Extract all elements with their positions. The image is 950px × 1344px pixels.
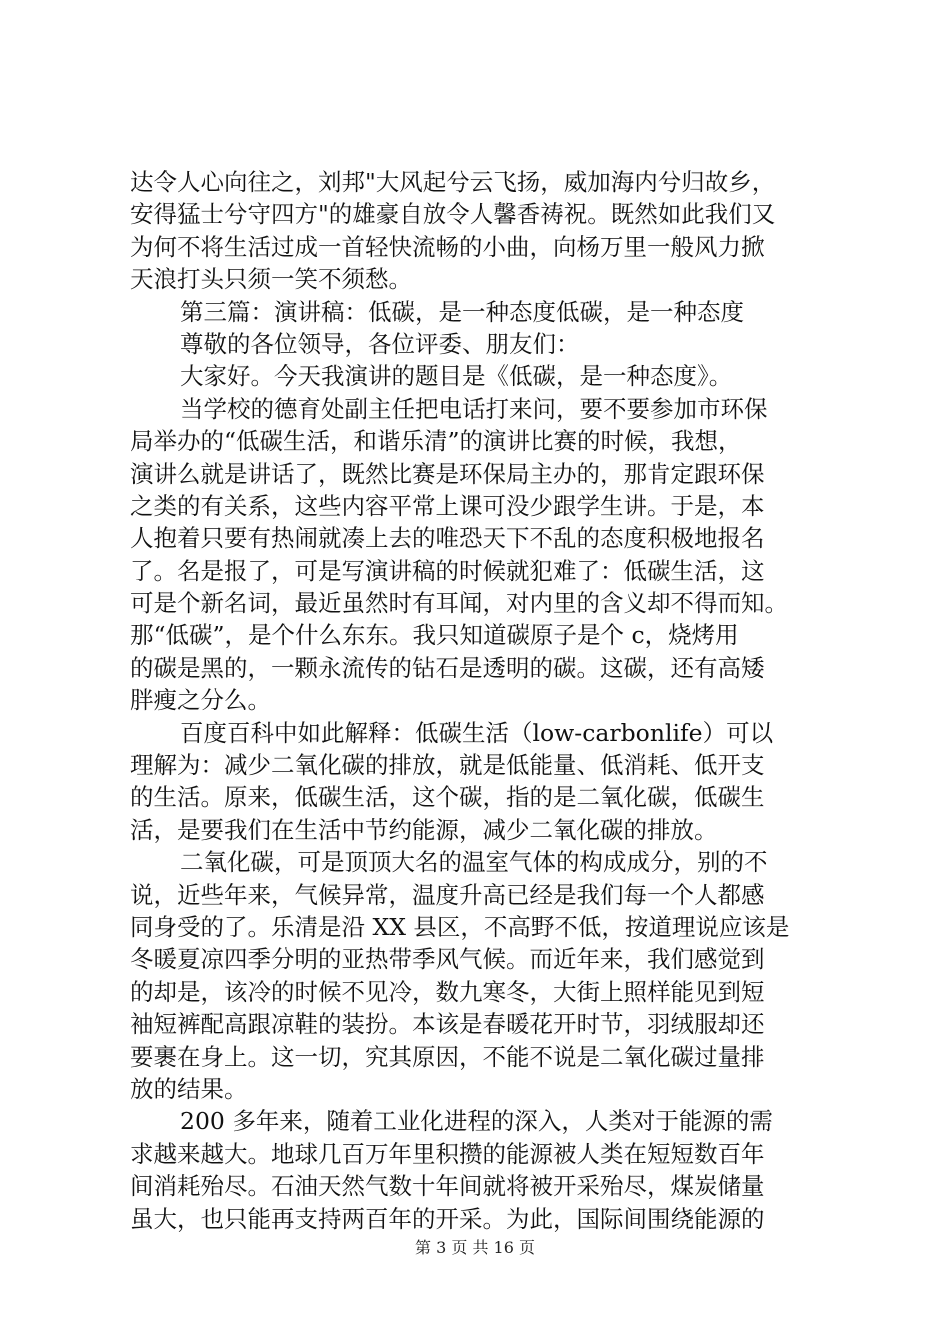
text-line: 袖短裤配高跟凉鞋的装扮。本该是春暖花开时节，羽绒服却还 xyxy=(130,1010,765,1039)
section-heading: 第三篇：演讲稿：低碳，是一种态度低碳，是一种态度 xyxy=(180,297,744,326)
text-line: 活，是要我们在生活中节约能源，减少二氧化碳的排放。 xyxy=(130,815,718,844)
text-line: 了。名是报了，可是写演讲稿的时候就犯难了：低碳生活，这 xyxy=(130,556,765,585)
text-line: 当学校的德育处副主任把电话打来问，要不要参加市环保 xyxy=(180,394,768,423)
text-line: 虽大，也只能再支持两百年的开采。为此，国际间围绕能源的 xyxy=(130,1204,765,1233)
text-line: 求越来越大。地球几百万年里积攒的能源被人类在短短数百年 xyxy=(130,1139,765,1168)
text-line: 人抱着只要有热闹就凑上去的唯恐天下不乱的态度积极地报名 xyxy=(130,524,765,553)
text-line: 200 多年来，随着工业化进程的深入，人类对于能源的需 xyxy=(180,1107,773,1136)
page-footer: 第 3 页 共 16 页 xyxy=(415,1238,535,1257)
text-line: 天浪打头只须一笑不须愁。 xyxy=(130,265,412,294)
text-line: 局举办的“低碳生活，和谐乐清”的演讲比赛的时候，我想， xyxy=(130,427,742,456)
text-line: 的碳是黑的，一颗永流传的钻石是透明的碳。这碳，还有高矮 xyxy=(130,653,765,682)
text-line: 冬暖夏凉四季分明的亚热带季风气候。而近年来，我们感觉到 xyxy=(130,945,765,974)
text-line: 之类的有关系，这些内容平常上课可没少跟学生讲。于是，本 xyxy=(130,491,765,520)
salutation: 尊敬的各位领导，各位评委、朋友们： xyxy=(180,329,580,358)
text-line: 要裹在身上。这一切，究其原因，不能不说是二氧化碳过量排 xyxy=(130,1042,765,1071)
text-line: 胖瘦之分么。 xyxy=(130,686,271,715)
text-line: 放的结果。 xyxy=(130,1074,248,1103)
text-line: 的却是，该冷的时候不见冷，数九寒冬，大街上照样能见到短 xyxy=(130,977,765,1006)
text-line: 同身受的了。乐清是沿 XX 县区，不高野不低，按道理说应该是 xyxy=(130,912,790,941)
text-line: 间消耗殆尽。石油天然气数十年间就将被开采殆尽，煤炭储量 xyxy=(130,1172,765,1201)
text-line: 的生活。原来，低碳生活，这个碳，指的是二氧化碳，低碳生 xyxy=(130,783,765,812)
text-line: 为何不将生活过成一首轻快流畅的小曲，向杨万里一般风力掀 xyxy=(130,232,765,261)
text-line: 安得猛士兮守四方"的雄豪自放令人馨香祷祝。既然如此我们又 xyxy=(130,200,776,229)
text-line: 演讲么就是讲话了，既然比赛是环保局主办的，那肯定跟环保 xyxy=(130,459,765,488)
text-line: 那“低碳”，是个什么东东。我只知道碳原子是个 c，烧烤用 xyxy=(130,621,739,650)
greeting: 大家好。今天我演讲的题目是《低碳，是一种态度》。 xyxy=(180,362,733,391)
text-line: 可是个新名词，最近虽然时有耳闻，对内里的含义却不得而知。 xyxy=(130,589,788,618)
text-line: 说，近些年来，气候异常，温度升高已经是我们每一个人都感 xyxy=(130,880,765,909)
text-line: 理解为：减少二氧化碳的排放，就是低能量、低消耗、低开支 xyxy=(130,751,765,780)
text-line: 二氧化碳，可是顶顶大名的温室气体的构成成分，别的不 xyxy=(180,848,768,877)
body-text xyxy=(130,166,842,1235)
text-line: 百度百科中如此解释：低碳生活（low-carbonlife）可以 xyxy=(180,718,774,747)
text-line: 达令人心向往之，刘邦"大风起兮云飞扬，威加海内兮归故乡， xyxy=(130,168,776,196)
